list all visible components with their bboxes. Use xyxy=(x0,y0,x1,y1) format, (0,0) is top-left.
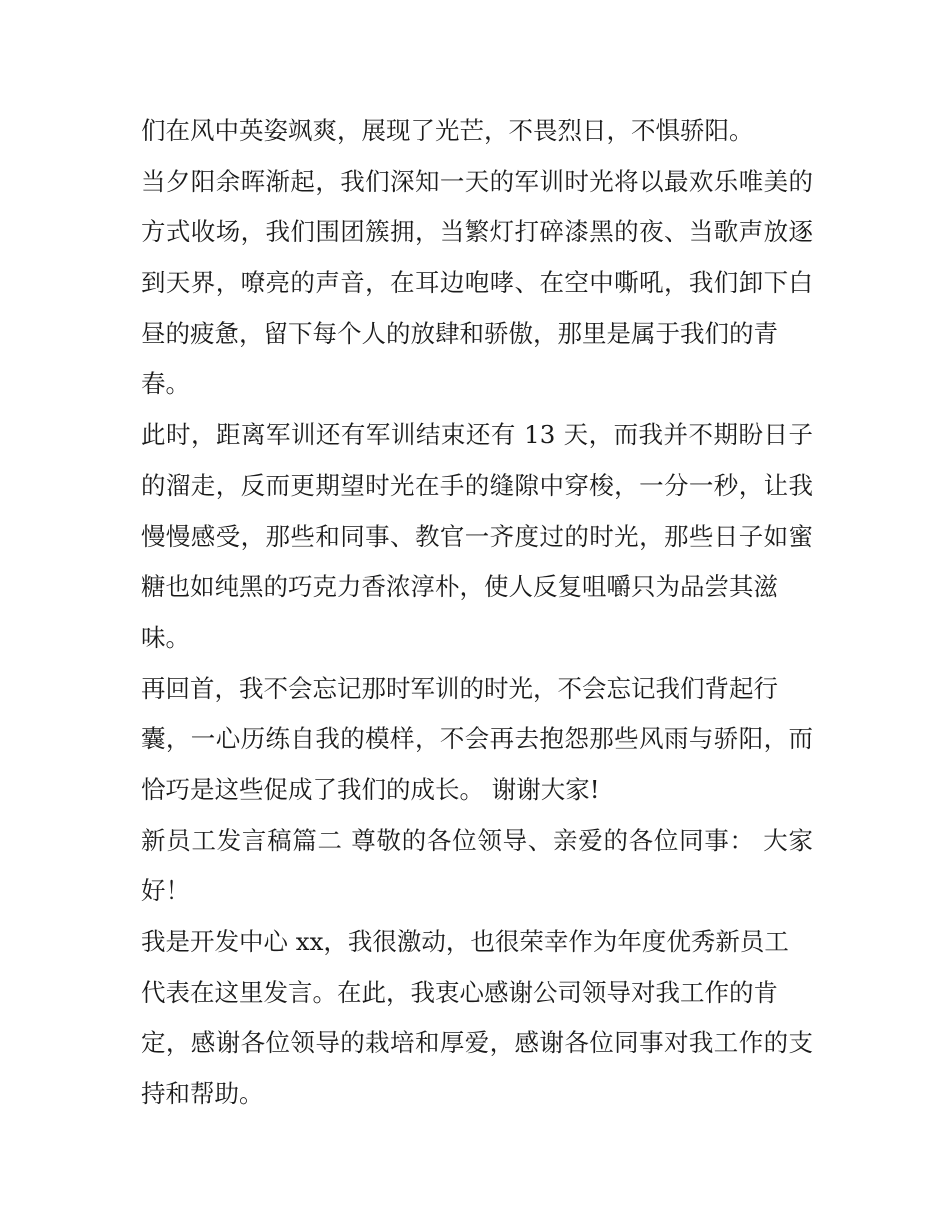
text-line: 味。 xyxy=(141,622,190,652)
text-line: 持和帮助。 xyxy=(141,1079,264,1109)
text-line: 再回首，我不会忘记那时军训的时光，不会忘记我们背起行 xyxy=(141,673,778,703)
text-line: 春。 xyxy=(141,369,190,399)
text-line: 此时，距离军训还有军训结束还有 13 天，而我并不期盼日子 xyxy=(141,420,813,450)
text-line: 我是开发中心 xx，我很激动，也很荣幸作为年度优秀新员工 xyxy=(141,927,789,956)
text-line: 慢慢感受，那些和同事、教官一齐度过的时光，那些日子如蜜 xyxy=(141,521,813,551)
text-line: 们在风中英姿飒爽，展现了光芒，不畏烈日，不惧骄阳。 xyxy=(141,116,754,145)
text-line: 囊，一心历练自我的模样，不会再去抱怨那些风雨与骄阳，而 xyxy=(141,724,813,754)
text-line: 定，感谢各位领导的栽培和厚爱，感谢各位同事对我工作的支 xyxy=(141,1028,813,1058)
text-line: 当夕阳余晖渐起，我们深知一天的军训时光将以最欢乐唯美的 xyxy=(141,166,813,196)
text-line: 新员工发言稿篇二 尊敬的各位领导、亲爱的各位同事： 大家 xyxy=(141,825,813,855)
body-text xyxy=(141,106,813,1120)
text-line: 到天界，嘹亮的声音，在耳边咆哮、在空中嘶吼，我们卸下白 xyxy=(141,268,813,298)
text-line: 昼的疲惫，留下每个人的放肆和骄傲，那里是属于我们的青 xyxy=(141,318,778,348)
text-line: 代表在这里发言。在此，我衷心感谢公司领导对我工作的肯 xyxy=(141,977,778,1007)
text-line: 恰巧是这些促成了我们的成长。 谢谢大家! xyxy=(141,774,600,804)
text-line: 的溜走，反而更期望时光在手的缝隙中穿梭，一分一秒，让我 xyxy=(141,470,813,500)
text-line: 好！ xyxy=(141,876,190,906)
text-line: 糖也如纯黑的巧克力香浓淳朴，使人反复咀嚼只为品尝其滋 xyxy=(141,572,778,602)
text-line: 方式收场，我们围团簇拥，当繁灯打碎漆黑的夜、当歌声放逐 xyxy=(141,217,813,247)
